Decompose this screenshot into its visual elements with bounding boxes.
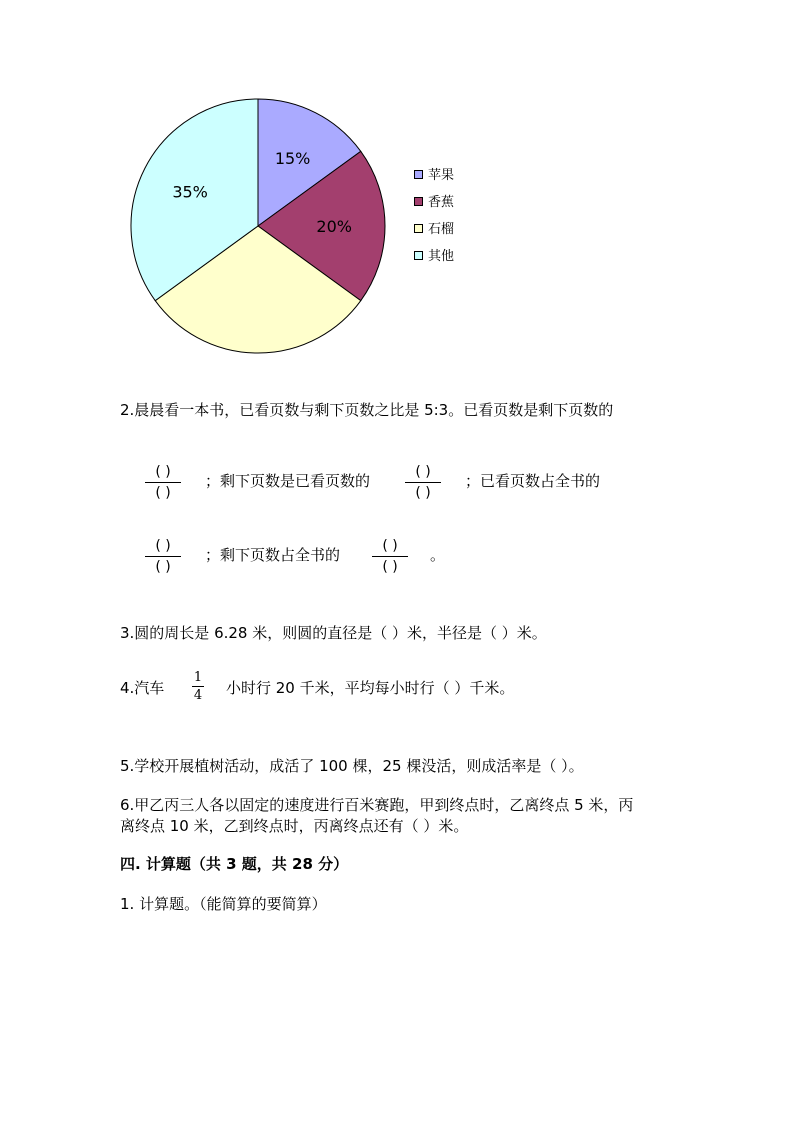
q4-before: 4.汽车	[120, 679, 165, 697]
q6-line1: 6.甲乙丙三人各以固定的速度进行百米赛跑，甲到终点时，乙离终点 5 米，丙	[120, 796, 634, 814]
section-heading: 四. 计算题（共 3 题，共 28 分）	[120, 855, 349, 873]
legend-item-0	[414, 168, 454, 184]
legend-label: 香蕉	[428, 195, 455, 210]
q4-fraction	[190, 670, 206, 703]
q2-fraction-blank-1	[143, 464, 183, 501]
fraction-numerator: ( )	[155, 538, 171, 554]
legend-swatch	[414, 170, 423, 179]
fraction-bar	[192, 686, 204, 687]
legend-item-3	[414, 249, 454, 265]
section4-question-1: 1. 计算题。（能简算的要简算）	[120, 895, 327, 913]
fraction-numerator: 1	[193, 670, 203, 685]
fraction-bar	[145, 556, 181, 557]
q2-line1: 2.晨晨看一本书，已看页数与剩下页数之比是 5:3。已看页数是剩下页数的	[120, 401, 614, 419]
legend-label: 苹果	[428, 168, 455, 183]
legend-swatch	[414, 197, 423, 206]
pie-slice-label-1: 20%	[316, 217, 352, 236]
fraction-bar	[145, 482, 181, 483]
q2-fraction-blank-2	[403, 464, 443, 501]
q2-text-4: 。	[430, 546, 446, 564]
pie-chart	[0, 0, 794, 380]
fraction-denominator: ( )	[155, 559, 171, 575]
pie-slice-label-0: 15%	[274, 149, 311, 169]
legend-swatch	[414, 224, 423, 233]
pie-slice-label-3: 35%	[172, 182, 208, 202]
fraction-bar	[405, 482, 441, 483]
q6-line2: 离终点 10 米，乙到终点时，丙离终点还有（ ）米。	[120, 817, 469, 835]
q2-fraction-blank-4	[370, 538, 410, 575]
fraction-numerator: ( )	[382, 538, 398, 554]
legend-label: 其他	[428, 249, 455, 264]
fraction-bar	[372, 556, 408, 557]
fraction-denominator: ( )	[415, 485, 431, 501]
q5-line: 5.学校开展植树活动，成活了 100 棵，25 棵没活，则成活率是（ ）。	[120, 757, 584, 775]
legend-swatch	[414, 251, 423, 260]
q3-line: 3.圆的周长是 6.28 米，则圆的直径是（ ）米，半径是（ ）米。	[120, 624, 547, 642]
fraction-denominator: ( )	[382, 559, 398, 575]
fraction-denominator: ( )	[155, 485, 171, 501]
q4-after: 小时行 20 千米，平均每小时行（ ）千米。	[226, 679, 515, 697]
q2-text-2: ；已看页数占全书的	[465, 472, 601, 490]
fraction-numerator: ( )	[155, 464, 171, 480]
fraction-denominator: 4	[193, 688, 203, 703]
q2-text-3: ；剩下页数占全书的	[205, 546, 341, 564]
legend-item-2	[414, 222, 454, 238]
q2-text-1: ；剩下页数是已看页数的	[205, 472, 371, 490]
legend-label: 石榴	[428, 222, 455, 237]
legend-item-1	[414, 195, 454, 211]
q2-fraction-blank-3	[143, 538, 183, 575]
fraction-numerator: ( )	[415, 464, 431, 480]
